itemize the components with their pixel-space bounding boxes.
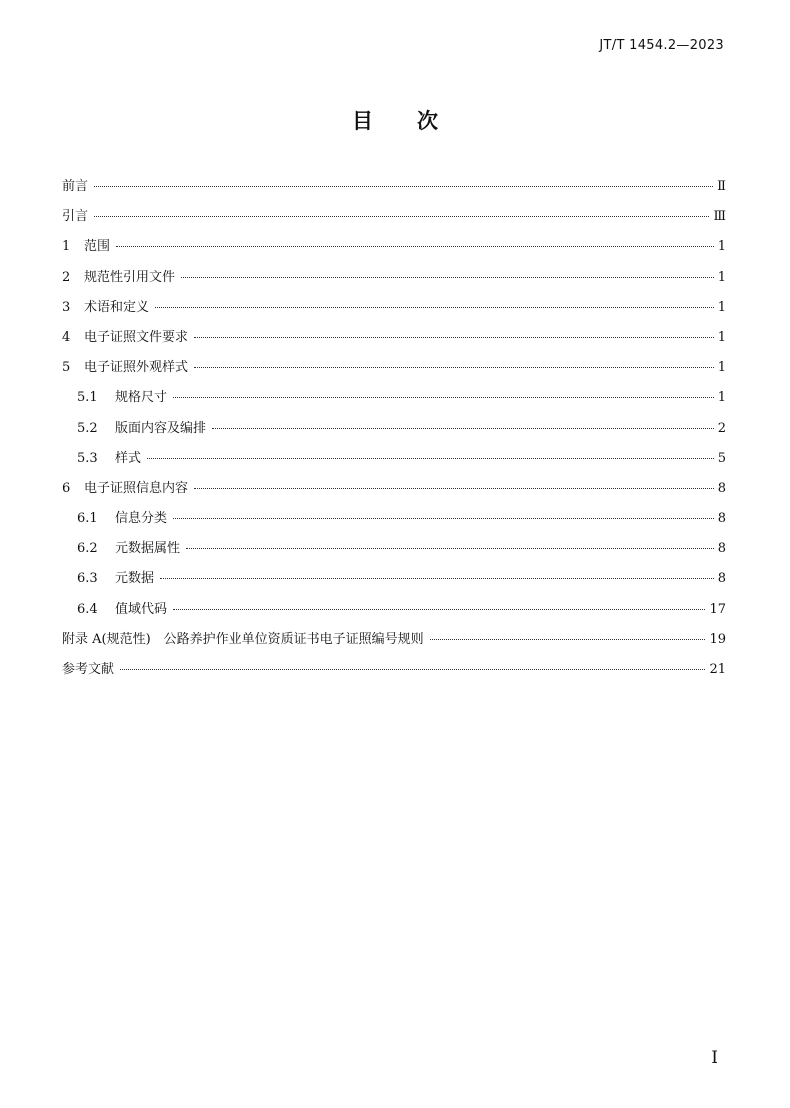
- toc-entry-page: Ⅱ: [717, 179, 726, 194]
- toc-entry-page: 8: [717, 541, 726, 557]
- toc-entry-introduction[interactable]: [62, 204, 726, 234]
- toc-entry-label: 样式: [115, 450, 142, 466]
- toc-entry-label: 附录 A(规范性) 公路养护作业单位资质证书电子证照编号规则: [62, 631, 424, 647]
- toc-entry-label: 值域代码: [115, 601, 168, 617]
- dot-leader: [430, 639, 706, 640]
- toc-entry-number: 6.4: [77, 601, 98, 617]
- dot-leader: [194, 367, 714, 368]
- toc-entry-number: 1: [62, 239, 71, 255]
- toc-entry-appendix-a[interactable]: [62, 627, 726, 657]
- toc-entry-label: 术语和定义: [84, 299, 150, 315]
- dot-leader: [173, 609, 705, 610]
- dot-leader: [173, 518, 714, 519]
- toc-entry-page: Ⅲ: [713, 209, 726, 225]
- dot-leader: [155, 307, 714, 308]
- toc-entry-6-4[interactable]: [62, 597, 726, 627]
- toc-entry-label: 引言: [62, 209, 89, 225]
- toc-entry-number: 3: [62, 299, 71, 315]
- toc-entry-label: 电子证照外观样式: [84, 360, 189, 376]
- toc-entry-label: 信息分类: [115, 511, 168, 527]
- dot-leader: [120, 669, 705, 670]
- toc-entry-label: 电子证照文件要求: [84, 329, 189, 345]
- toc-entry-foreword[interactable]: [62, 174, 726, 204]
- page-number: I: [711, 1048, 718, 1068]
- toc-entry-page: 1: [717, 269, 726, 285]
- toc-entry-page: 21: [709, 662, 726, 677]
- toc-entry-6-1[interactable]: [62, 506, 726, 536]
- toc-entry-4[interactable]: [62, 325, 726, 355]
- toc-entry-page: 8: [717, 480, 726, 496]
- toc-entry-label: 版面内容及编排: [115, 420, 207, 436]
- toc-entry-1[interactable]: [62, 234, 726, 264]
- toc-entry-number: 4: [62, 329, 71, 345]
- toc-title: [0, 106, 790, 136]
- toc-entry-5-1[interactable]: [62, 385, 726, 415]
- toc-entry-2[interactable]: [62, 265, 726, 295]
- dot-leader: [160, 578, 714, 579]
- toc-entry-page: 17: [709, 601, 726, 617]
- toc-entry-5-2[interactable]: [62, 416, 726, 446]
- toc-entry-6-3[interactable]: [62, 566, 726, 596]
- toc-entry-number: 6: [62, 480, 71, 496]
- dot-leader: [194, 488, 714, 489]
- toc-entry-label: 参考文献: [62, 662, 115, 677]
- toc-title-char-2: 次: [417, 109, 438, 133]
- dot-leader: [94, 186, 713, 187]
- toc-entry-page: 1: [717, 239, 726, 255]
- toc-entry-page: 8: [717, 571, 726, 587]
- toc-entry-number: 5.2: [77, 420, 98, 436]
- toc-entry-3[interactable]: [62, 295, 726, 325]
- toc-entry-number: 6.3: [77, 571, 98, 587]
- toc-entry-bibliography[interactable]: [62, 657, 726, 687]
- dot-leader: [94, 216, 709, 217]
- toc-entry-label: 元数据属性: [115, 541, 181, 557]
- standard-code: JT/T 1454.2—2023: [599, 38, 724, 53]
- toc-entry-page: 1: [717, 329, 726, 345]
- toc-entry-number: 2: [62, 269, 71, 285]
- dot-leader: [212, 428, 714, 429]
- toc-entry-5[interactable]: [62, 355, 726, 385]
- dot-leader: [173, 397, 714, 398]
- table-of-contents: [62, 174, 726, 687]
- toc-entry-page: 1: [717, 390, 726, 406]
- toc-entry-page: 2: [717, 420, 726, 436]
- toc-entry-page: 8: [717, 511, 726, 527]
- toc-entry-label: 规格尺寸: [115, 390, 168, 406]
- toc-entry-page: 5: [717, 450, 726, 466]
- toc-entry-label: 元数据: [115, 571, 155, 587]
- toc-entry-6[interactable]: [62, 476, 726, 506]
- toc-entry-page: 1: [717, 360, 726, 376]
- toc-entry-number: 6.1: [77, 511, 98, 527]
- toc-entry-label: 前言: [62, 179, 89, 194]
- toc-entry-page: 1: [717, 299, 726, 315]
- dot-leader: [194, 337, 714, 338]
- toc-entry-label: 规范性引用文件: [84, 269, 176, 285]
- toc-entry-number: 5.3: [77, 450, 98, 466]
- toc-entry-label: 范围: [84, 239, 111, 255]
- toc-entry-page: 19: [709, 631, 726, 647]
- dot-leader: [181, 277, 714, 278]
- dot-leader: [116, 246, 714, 247]
- dot-leader: [147, 458, 714, 459]
- toc-entry-number: 5.1: [77, 390, 98, 406]
- toc-title-char-1: 目: [352, 109, 373, 133]
- toc-entry-number: 6.2: [77, 541, 98, 557]
- toc-entry-6-2[interactable]: [62, 536, 726, 566]
- toc-entry-number: 5: [62, 360, 71, 376]
- dot-leader: [186, 548, 714, 549]
- toc-entry-5-3[interactable]: [62, 446, 726, 476]
- toc-entry-label: 电子证照信息内容: [84, 480, 189, 496]
